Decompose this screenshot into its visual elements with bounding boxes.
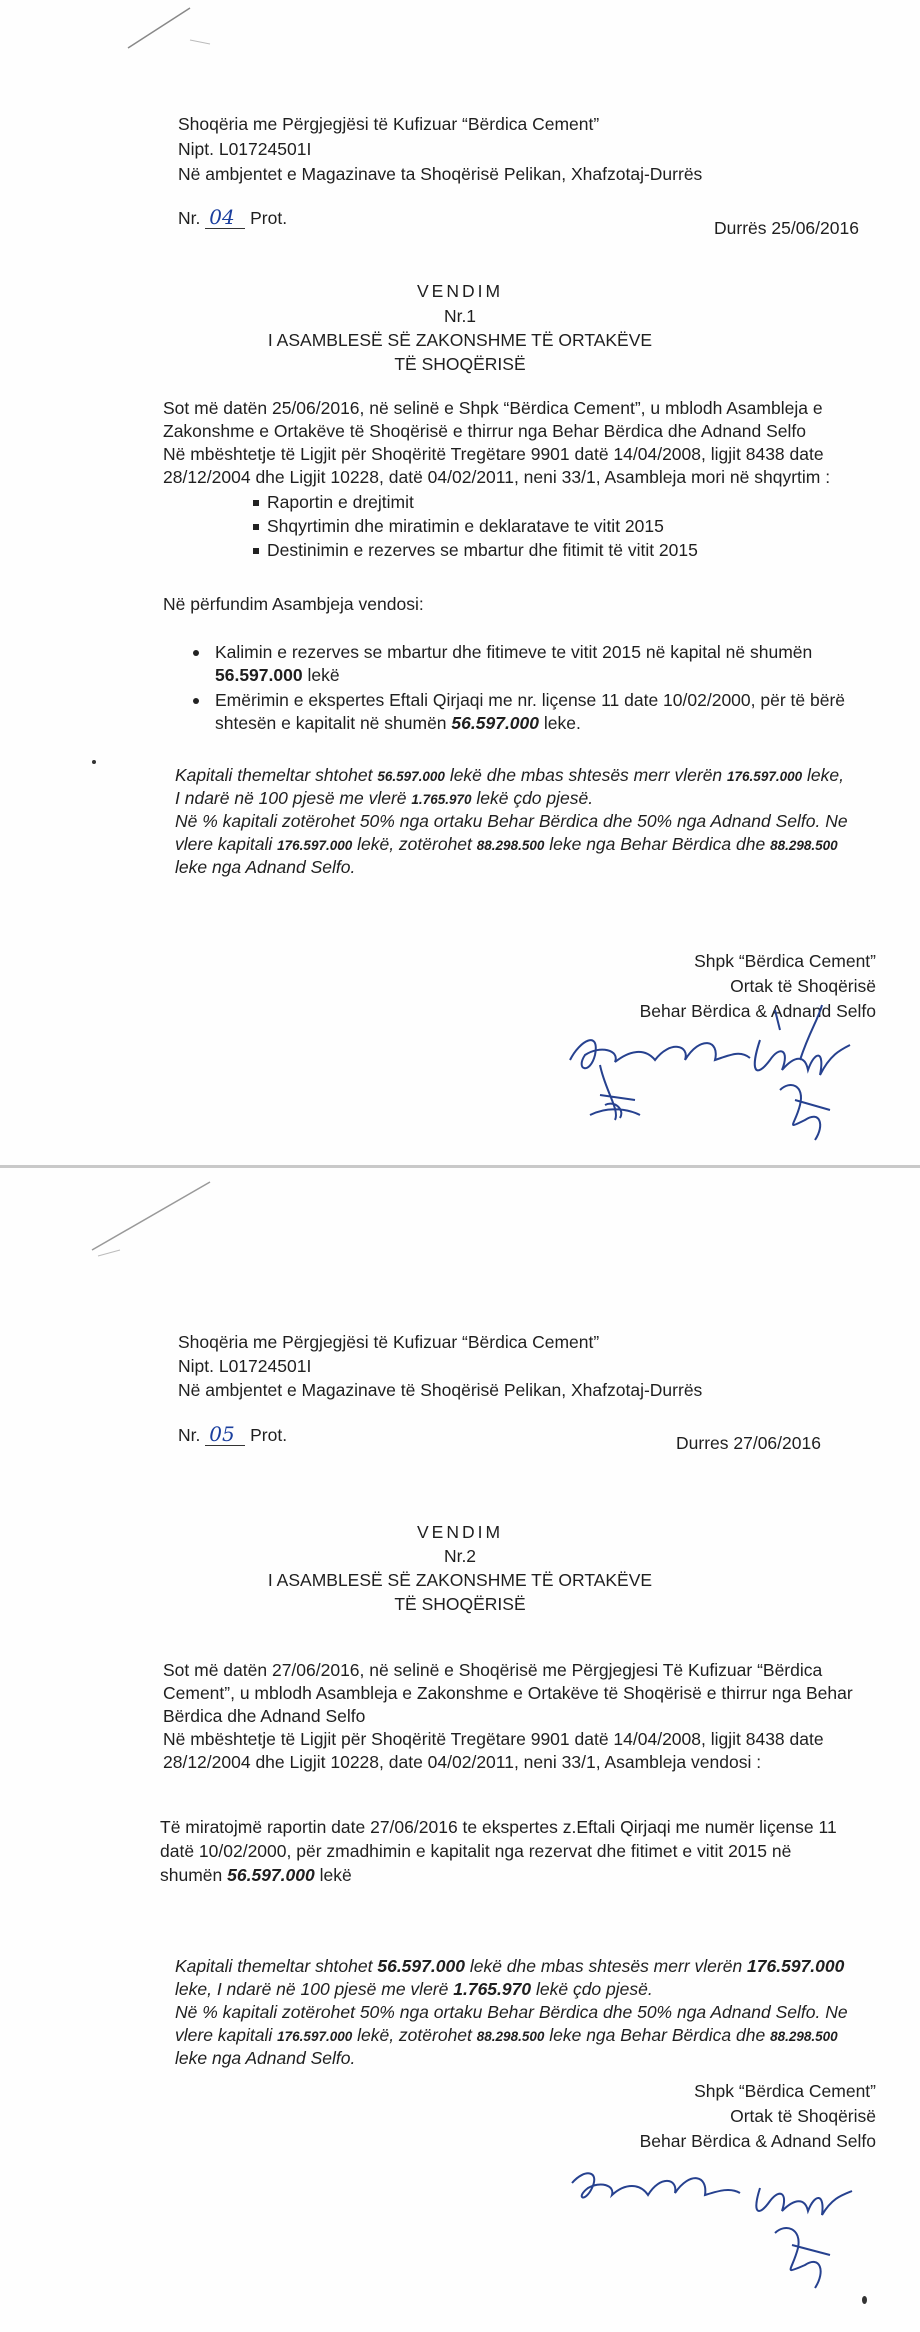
handwritten-signatures [560, 1000, 880, 1150]
agenda-text: Destinimin e rezerves se mbartur dhe fitimit të vitit 2015 [267, 540, 698, 560]
protocol-number [178, 1424, 287, 1446]
document-page-1 [0, 0, 920, 1165]
agenda-item [253, 491, 414, 513]
scan-speck [862, 2296, 867, 2304]
decision-1: Kalimin e rezerves se mbartur dhe fitimeve te vitit 2015 në kapital në shumën [215, 642, 813, 662]
agenda-text: Raportin e drejtimit [267, 492, 414, 512]
signature-role: Ortak të Shoqërisë [730, 2106, 876, 2126]
currency: leke. [543, 713, 581, 733]
capital-line-5: leke nga Adnand Selfo. [175, 2048, 356, 2068]
nr-label: Nr. [178, 1425, 201, 1445]
signature-role: Ortak të Shoqërisë [730, 976, 876, 996]
capital-line-4: vlere kapitali 176.597.000 lekë, zotërohet 88.298.500 leke nga Behar Bërdica dhe 88.298.500 [175, 834, 838, 854]
protocol-number [178, 207, 287, 229]
decision-number: Nr.1 [443, 306, 477, 326]
signature-names: Behar Bërdica & Adnand Selfo [639, 1001, 876, 1021]
capital-line-2: I ndarë në 100 pjesë me vlerë 1.765.970 lekë çdo pjesë. [175, 788, 594, 808]
bullet-icon [253, 524, 259, 530]
decided-heading: Në përfundim Asambjeja vendosi: [163, 594, 424, 614]
prot-label: Prot. [250, 208, 288, 228]
decision-1-amount [215, 664, 340, 686]
amount: 56.597.000 [451, 713, 540, 733]
intro-line: Bërdica dhe Adnand Selfo [163, 1706, 366, 1726]
capital-line-3: Në % kapitali zotërohet 50% nga ortaku Behar Bërdica dhe 50% nga Adnand Selfo. Ne [175, 811, 848, 831]
decision-2: Emërimin e ekspertes Eftali Qirjaqi me nr. liçense 11 date 10/02/2000, për të bërë [215, 690, 846, 710]
address: Në ambjentet e Magazinave ta Shoqërisë Pelikan, Xhafzotaj-Durrës [178, 164, 703, 184]
handwritten-signatures [560, 2153, 880, 2303]
agenda-text: Shqyrtimin dhe miratimin e deklaratave te vitit 2015 [267, 516, 664, 536]
decision-text: shumën [160, 1865, 223, 1885]
signature-company: Shpk “Bërdica Cement” [694, 951, 876, 971]
document-page-2 [0, 1168, 920, 2332]
signature-company: Shpk “Bërdica Cement” [694, 2081, 876, 2101]
capital-line-3: Në % kapitali zotërohet 50% nga ortaku Behar Bërdica dhe 50% nga Adnand Selfo. Ne [175, 2002, 848, 2022]
decision-line: datë 10/02/2000, për zmadhimin e kapitalit nga rezervat dhe fitimet e vitit 2015 në [160, 1841, 792, 1861]
document-title: VENDIM [416, 1522, 504, 1542]
currency: lekë [319, 1865, 352, 1885]
handwritten-nr: 05 [209, 1422, 235, 1446]
capital-line-1: Kapitali themeltar shtohet 56.597.000 lekë dhe mbas shtesës merr vlerën 176.597.000 [175, 1956, 845, 1976]
currency: lekë [307, 665, 340, 685]
capital-line-2: leke, I ndarë në 100 pjesë me vlerë 1.765.970 lekë çdo pjesë. [175, 1979, 653, 1999]
subtitle-line-2: TË SHOQËRISË [394, 354, 526, 374]
capital-line-5: leke nga Adnand Selfo. [175, 857, 356, 877]
place-date: Durrës 25/06/2016 [714, 218, 859, 238]
capital-line-1: Kapitali themeltar shtohet 56.597.000 lekë dhe mbas shtesës merr vlerën 176.597.000 leke, [175, 765, 844, 785]
intro-line: Sot më datën 27/06/2016, në selinë e Shoqërisë me Përgjegjesi Të Kufizuar “Bërdica [163, 1660, 823, 1680]
intro-line: Cement”, u mblodh Asambleja e Zakonshme e Ortakëve të Shoqërisë e thirrur nga Behar [163, 1683, 853, 1703]
intro-line: Në mbështetje të Ligjit për Shoqëritë Tregëtare 9901 datë 14/04/2008, ligjit 8438 date [163, 444, 824, 464]
nr-label: Nr. [178, 208, 201, 228]
decision-number: Nr.2 [443, 1546, 477, 1566]
intro-line: Sot më datën 25/06/2016, në selinë e Shpk “Bërdica Cement”, u mblodh Asambleja e [163, 398, 823, 418]
company-name: Shoqëria me Përgjegjësi të Kufizuar “Bërdica Cement” [178, 114, 600, 134]
decision-2-cont [215, 712, 581, 734]
bullet-icon [253, 548, 259, 554]
amount: 56.597.000 [215, 665, 303, 685]
nipt: Nipt. L01724501I [178, 1356, 312, 1376]
address: Në ambjentet e Magazinave të Shoqërisë Pelikan, Xhafzotaj-Durrës [178, 1380, 703, 1400]
bullet-icon [253, 500, 259, 506]
decision-amount-line [160, 1864, 352, 1886]
agenda-item [253, 539, 698, 561]
document-title: VENDIM [416, 281, 504, 301]
place-date: Durres 27/06/2016 [676, 1433, 821, 1453]
decision-2-text: shtesën e kapitalit në shumën [215, 713, 447, 733]
subtitle-line-2: TË SHOQËRISË [394, 1594, 526, 1614]
signature-names: Behar Bërdica & Adnand Selfo [639, 2131, 876, 2151]
prot-label: Prot. [250, 1425, 288, 1445]
subtitle-line-1: I ASAMBLESË SË ZAKONSHME TË ORTAKËVE [267, 330, 653, 350]
intro-line: Në mbështetje të Ligjit për Shoqëritë Tregëtare 9901 datë 14/04/2008, ligjit 8438 date [163, 1729, 824, 1749]
scan-speck [92, 760, 96, 764]
capital-line-4: vlere kapitali 176.597.000 lekë, zotërohet 88.298.500 leke nga Behar Bërdica dhe 88.298.500 [175, 2025, 838, 2045]
bullet-icon [193, 650, 199, 656]
handwritten-nr: 04 [209, 205, 235, 229]
company-name: Shoqëria me Përgjegjësi të Kufizuar “Bërdica Cement” [178, 1332, 600, 1352]
subtitle-line-1: I ASAMBLESË SË ZAKONSHME TË ORTAKËVE [267, 1570, 653, 1590]
decision-line: Të miratojmë raportin date 27/06/2016 te ekspertes z.Eftali Qirjaqi me numër liçense 11 [160, 1817, 837, 1837]
agenda-item [253, 515, 664, 537]
intro-line: Zakonshme e Ortakëve të Shoqërisë e thirrur nga Behar Bërdica dhe Adnand Selfo [163, 421, 807, 441]
intro-line: 28/12/2004 dhe Ligjit 10228, date 04/02/2011, neni 33/1, Asambleja vendosi : [163, 1752, 762, 1772]
intro-line: 28/12/2004 dhe Ligjit 10228, datë 04/02/2011, neni 33/1, Asambleja mori në shqyrtim : [163, 467, 831, 487]
nipt: Nipt. L01724501I [178, 139, 312, 159]
bullet-icon [193, 698, 199, 704]
amount: 56.597.000 [227, 1865, 315, 1885]
